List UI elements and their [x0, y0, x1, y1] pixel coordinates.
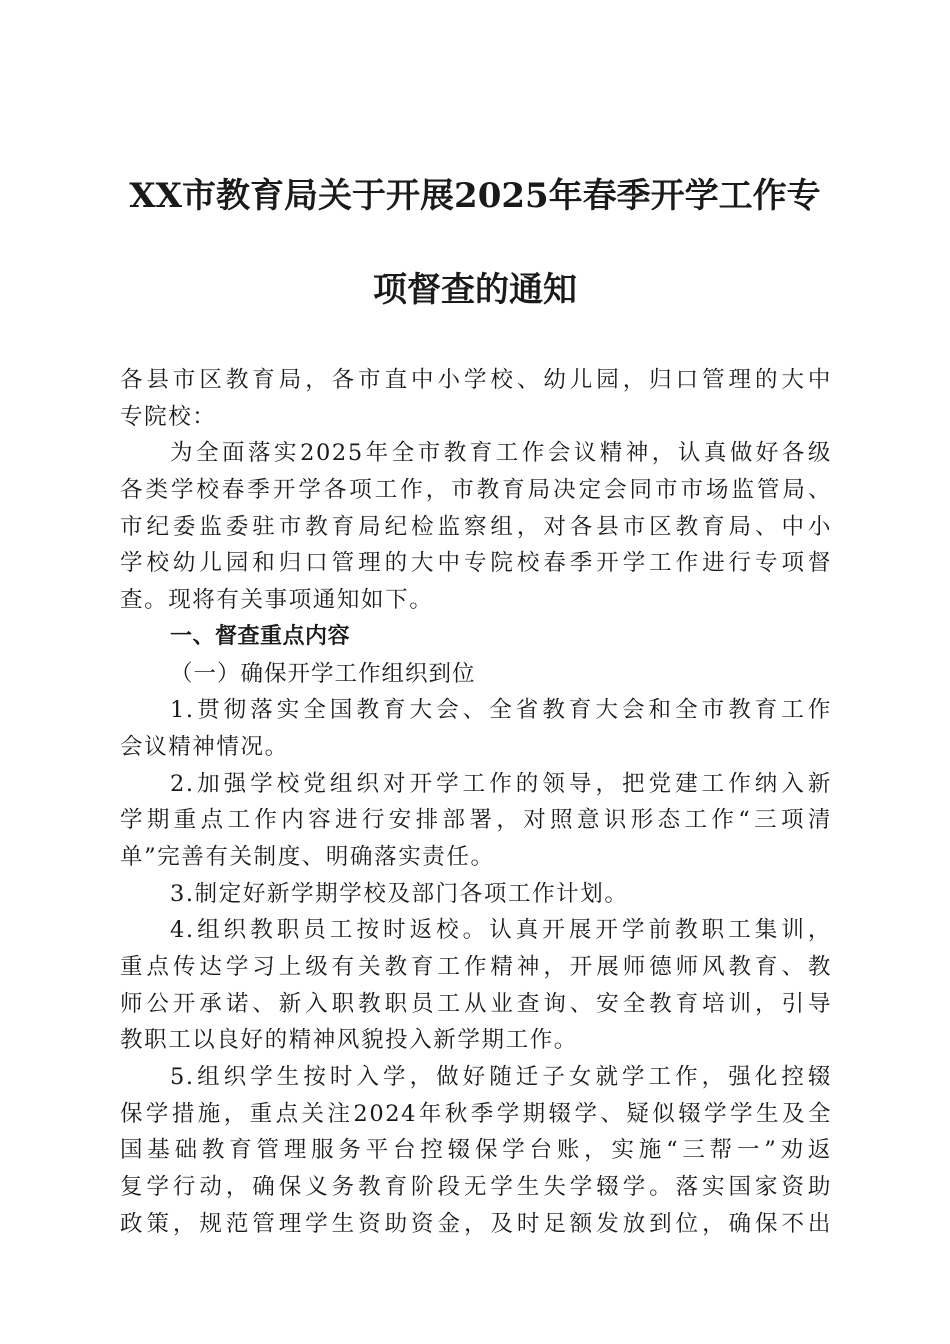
- list-item-line: 学期重点工作内容进行安排部署，对照意识形态工作“三项清: [120, 807, 832, 834]
- list-item-line: 复学行动，确保义务教育阶段无学生失学辍学。落实国家资助: [120, 1174, 832, 1201]
- list-item-line: 师公开承诺、新入职教职员工从业查询、安全教育培训，引导: [120, 990, 832, 1017]
- document-body: [120, 362, 832, 1243]
- list-item-line: 5.组织学生按时入学，做好随迁子女就学工作，强化控辍: [170, 1064, 832, 1091]
- list-item-line: 政策，规范管理学生资助资金，及时足额发放到位，确保不出: [120, 1210, 832, 1237]
- paragraph-line: 查。现将有关事项通知如下。: [120, 587, 434, 614]
- list-item-line: 国基础教育管理服务平台控辍保学台账，实施“三帮一”劝返: [120, 1137, 832, 1164]
- document-title-line-1: XX市教育局关于开展2025年春季开学工作专: [129, 176, 821, 216]
- subsection-heading: （一）确保开学工作组织到位: [170, 660, 476, 687]
- list-item-line: 保学措施，重点关注2024年秋季学期辍学、疑似辍学学生及全: [120, 1100, 832, 1127]
- list-item-line: 3.制定好新学期学校及部门各项工作计划。: [170, 880, 629, 907]
- paragraph-line: 各类学校春季开学各项工作，市教育局决定会同市市场监管局、: [120, 477, 832, 504]
- list-item-line: 1.贯彻落实全国教育大会、全省教育大会和全市教育工作: [170, 697, 832, 724]
- list-item-line: 4.组织教职员工按时返校。认真开展开学前教职工集训，: [170, 917, 832, 944]
- list-item-line: 会议精神情况。: [120, 733, 289, 760]
- list-item-line: 单”完善有关制度、明确落实责任。: [120, 843, 495, 870]
- document-title-line-2: 项督查的通知: [373, 270, 577, 310]
- list-item-line: 2.加强学校党组织对开学工作的领导，把党建工作纳入新: [170, 770, 832, 797]
- list-item-line: 重点传达学习上级有关教育工作精神，开展师德师风教育、教: [120, 954, 832, 980]
- addressee-line: 专院校：: [120, 403, 217, 430]
- paragraph-line: 为全面落实2025年全市教育工作会议精神，认真做好各级: [170, 440, 832, 467]
- list-item-line: 教职工以良好的精神风貌投入新学期工作。: [120, 1027, 578, 1054]
- addressee-line: 各县市区教育局，各市直中小学校、幼儿园，归口管理的大中: [120, 367, 832, 393]
- paragraph-line: 学校幼儿园和归口管理的大中专院校春季开学工作进行专项督: [120, 550, 832, 577]
- section-heading: 一、督查重点内容: [170, 623, 351, 649]
- paragraph-line: 市纪委监委驻市教育局纪检监察组，对各县市区教育局、中小: [120, 513, 832, 540]
